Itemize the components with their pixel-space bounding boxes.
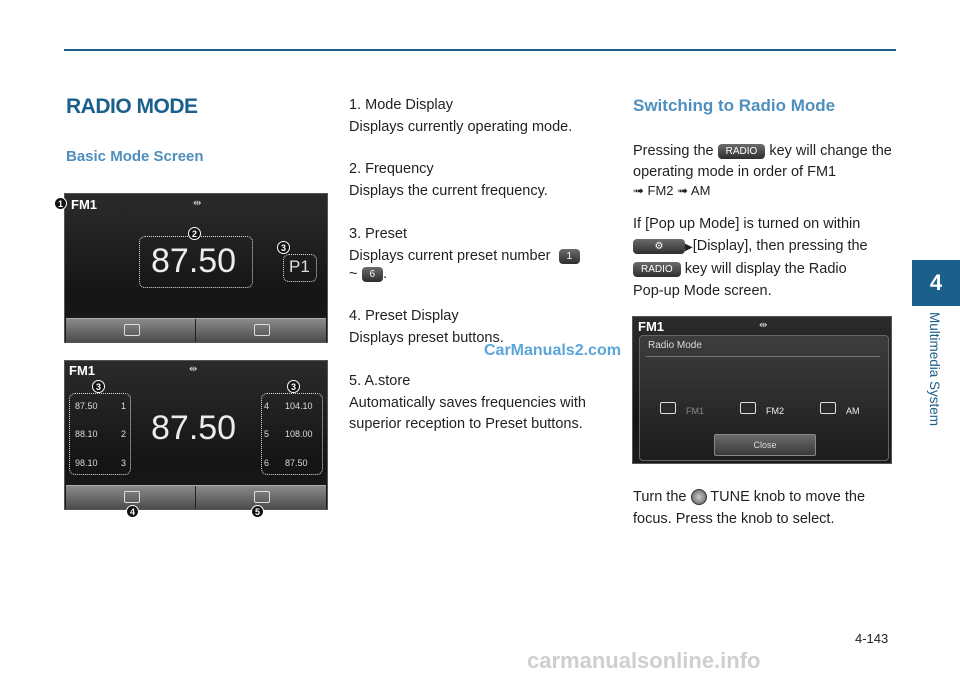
item-3-desc bbox=[349, 246, 611, 267]
usb-icon: ⇹ bbox=[759, 320, 768, 331]
usb-icon: ⇹ bbox=[189, 364, 198, 375]
item-2-desc: Displays the current frequency. bbox=[349, 183, 548, 199]
switching-p1-a: Pressing the bbox=[633, 143, 714, 159]
preset-num-2: 2 bbox=[121, 429, 127, 439]
arrow-right-icon: ▶ bbox=[685, 242, 693, 253]
popup-title: Radio Mode bbox=[648, 340, 702, 351]
preset-freq-3[interactable]: 98.10 bbox=[75, 458, 98, 468]
option-fm1[interactable]: FM1 bbox=[686, 406, 704, 416]
switching-p1-b: key will change the operating mode in order of FM1 bbox=[633, 143, 892, 180]
key-1-icon: 1 bbox=[559, 249, 581, 264]
preset-num-1: 1 bbox=[121, 401, 127, 411]
preset-freq-6[interactable]: 87.50 bbox=[285, 458, 308, 468]
item-1-desc: Displays currently operating mode. bbox=[349, 119, 573, 135]
switching-title: Switching to Radio Mode bbox=[633, 96, 836, 115]
item-3-desc-c: . bbox=[383, 266, 388, 282]
callout-5: 5 bbox=[251, 505, 264, 518]
tune-knob-icon bbox=[691, 489, 707, 505]
radio-key-icon-2: RADIO bbox=[633, 262, 681, 277]
band-label: FM1 bbox=[638, 319, 664, 334]
button-bar bbox=[66, 485, 326, 509]
item-2-title: 2. Frequency bbox=[349, 161, 434, 177]
switching-p2-a: If [Pop up Mode] is turned on within bbox=[633, 216, 861, 232]
band-label: FM1 bbox=[69, 363, 95, 378]
fm2-radio-icon bbox=[740, 402, 756, 414]
radio-list-icon[interactable] bbox=[124, 491, 140, 503]
autostore-icon[interactable] bbox=[254, 324, 270, 336]
item-3-title: 3. Preset bbox=[349, 226, 408, 242]
item-5-desc: Automatically saves frequencies with superior reception to Preset buttons. bbox=[349, 395, 586, 432]
preset-num-5: 5 bbox=[264, 429, 270, 439]
preset-freq-4[interactable]: 104.10 bbox=[285, 401, 313, 411]
radio-list-icon[interactable] bbox=[124, 324, 140, 336]
item-3-desc-b: ~ bbox=[349, 266, 358, 282]
tune-text-a: Turn the bbox=[633, 489, 687, 505]
preset-num-3: 3 bbox=[121, 458, 127, 468]
callout-2: 2 bbox=[188, 227, 201, 240]
chapter-label: Multimedia System bbox=[927, 312, 942, 427]
radio-screen-basic bbox=[64, 193, 328, 343]
switching-p2-c: key will display the Radio bbox=[684, 261, 847, 277]
radio-key-icon: RADIO bbox=[718, 144, 766, 159]
chapter-tab: 4 bbox=[912, 260, 960, 306]
callout-3: 3 bbox=[277, 241, 290, 254]
tune-text-c: focus. Press the knob to select. bbox=[633, 511, 835, 527]
autostore-icon[interactable] bbox=[254, 491, 270, 503]
top-rule bbox=[64, 49, 896, 51]
frequency-display: 87.50 bbox=[151, 409, 237, 447]
close-button[interactable]: Close bbox=[714, 434, 816, 456]
option-fm2[interactable]: FM2 bbox=[766, 406, 784, 416]
am-radio-icon bbox=[820, 402, 836, 414]
fm1-radio-icon bbox=[660, 402, 676, 414]
radio-popup-screen bbox=[632, 316, 892, 464]
switching-order: ➟ FM2 ➟ AM bbox=[633, 183, 711, 198]
preset-freq-5[interactable]: 108.00 bbox=[285, 429, 313, 439]
band-label: FM1 bbox=[71, 197, 97, 212]
section-title: RADIO MODE bbox=[66, 95, 198, 118]
item-3-desc-a: Displays current preset number bbox=[349, 248, 551, 264]
setup-key-icon: ⚙ bbox=[633, 239, 685, 254]
preset-label: P1 bbox=[289, 257, 310, 276]
item-4-desc: Displays preset buttons. bbox=[349, 330, 504, 346]
item-3-desc-2 bbox=[349, 264, 611, 285]
tune-text bbox=[633, 487, 895, 530]
callout-3-right: 3 bbox=[287, 380, 300, 393]
preset-num-4: 4 bbox=[264, 401, 270, 411]
preset-freq-2[interactable]: 88.10 bbox=[75, 429, 98, 439]
switching-p2-b: [Display], then pressing the bbox=[692, 238, 868, 254]
key-6-icon: 6 bbox=[362, 267, 384, 282]
item-5-title: 5. A.store bbox=[349, 373, 411, 389]
callout-1: 1 bbox=[54, 197, 67, 210]
item-4-title: 4. Preset Display bbox=[349, 308, 459, 324]
preset-freq-1[interactable]: 87.50 bbox=[75, 401, 98, 411]
item-list bbox=[349, 95, 611, 435]
callout-4: 4 bbox=[126, 505, 139, 518]
frequency-display: 87.50 bbox=[151, 242, 237, 280]
option-am[interactable]: AM bbox=[846, 406, 860, 416]
popup-panel bbox=[639, 335, 889, 461]
button-bar bbox=[66, 318, 326, 342]
callout-3-left: 3 bbox=[92, 380, 105, 393]
tune-text-b: TUNE knob to move the bbox=[710, 489, 866, 505]
page-number: 4-143 bbox=[855, 631, 889, 646]
watermark-bottom: carmanualsonline.info bbox=[527, 648, 761, 673]
preset-num-6: 6 bbox=[264, 458, 270, 468]
watermark-top: CarManuals2.com bbox=[484, 342, 621, 359]
switching-text bbox=[633, 141, 895, 302]
item-1-title: 1. Mode Display bbox=[349, 97, 453, 113]
switching-p2-d: Pop-up Mode screen. bbox=[633, 283, 772, 299]
usb-icon: ⇹ bbox=[193, 198, 202, 209]
section-subtitle: Basic Mode Screen bbox=[66, 148, 204, 165]
